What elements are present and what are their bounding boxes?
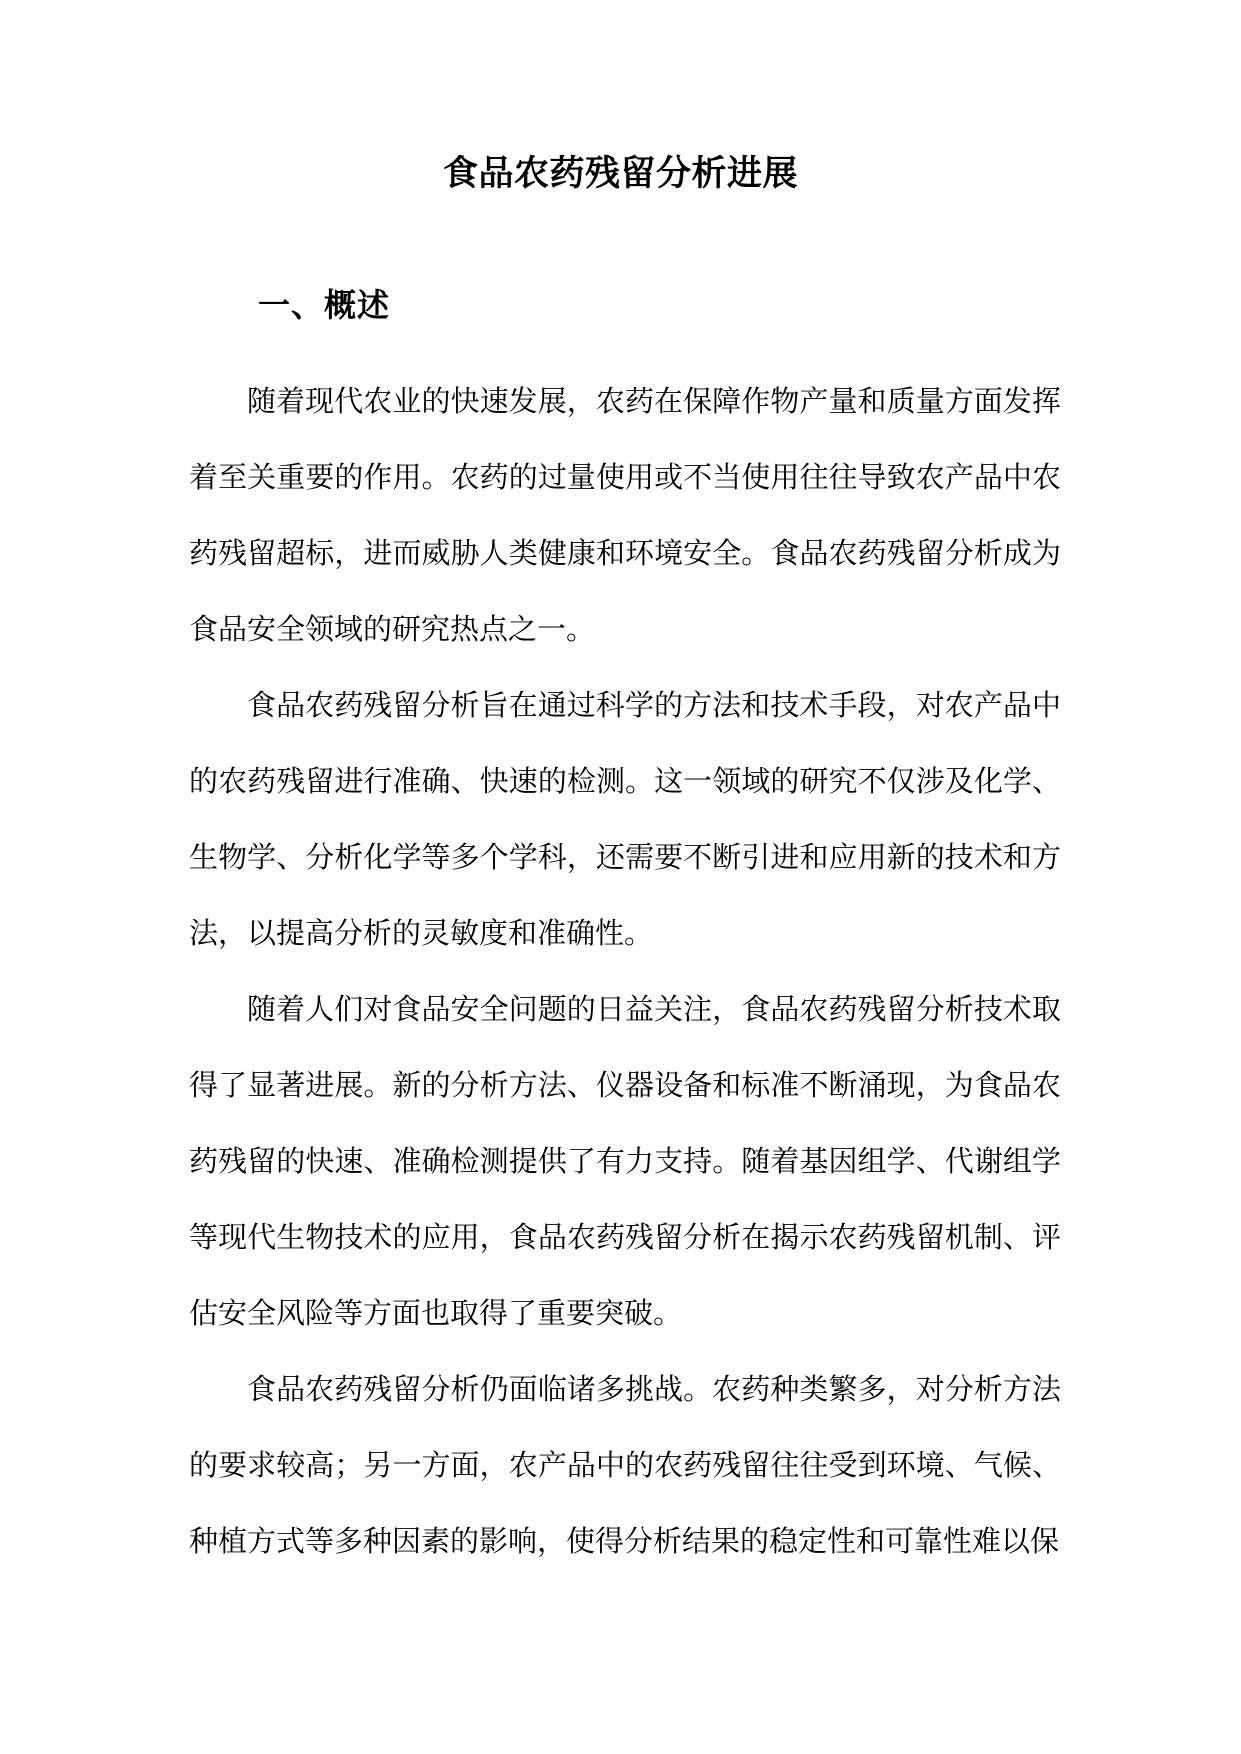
paragraph: 随着现代农业的快速发展，农药在保障作物产量和质量方面发挥着至关重要的作用。农药的过量使用或不当使用往往导致农产品中农药残留超标，进而威胁人类健康和环境安全。食品农药残留分析成为食品安全领域的研究热点之一。: [189, 384, 1061, 646]
document-title: 食品农药残留分析进展: [442, 153, 798, 194]
document-body: [189, 363, 1061, 1579]
section-heading: 一、概述: [258, 286, 391, 324]
paragraph: 食品农药残留分析仍面临诸多挑战。农药种类繁多，对分析方法的要求较高；另一方面，农产品中的农药残留往往受到环境、气候、种植方式等多种因素的影响，使得分析结果的稳定性和可靠性难以保: [189, 1372, 1061, 1558]
paragraph: 食品农药残留分析旨在通过科学的方法和技术手段，对农产品中的农药残留进行准确、快速的检测。这一领域的研究不仅涉及化学、生物学、分析化学等多个学科，还需要不断引进和应用新的技术和方法，以提高分析的灵敏度和准确性。: [189, 688, 1061, 950]
paragraph: 随着人们对食品安全问题的日益关注，食品农药残留分析技术取得了显著进展。新的分析方法、仪器设备和标准不断涌现，为食品农药残留的快速、准确检测提供了有力支持。随着基因组学、代谢组学等现代生物技术的应用，食品农药残留分析在揭示农药残留机制、评估安全风险等方面也取得了重要突破。: [189, 992, 1061, 1330]
